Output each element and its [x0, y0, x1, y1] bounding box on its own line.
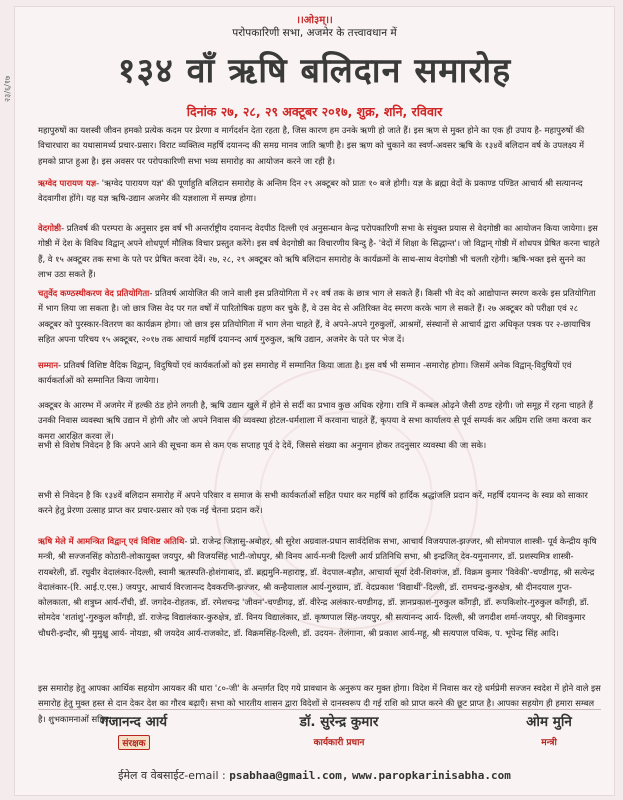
signatory-2	[264, 712, 414, 748]
donation-paragraph: इस समारोह हेतु आपका आर्थिक सहयोग आयकर की धारा '८०-जी' के अन्तर्गत दिए गये प्रावधान के अनुरूप कर मुक्त होगा। विदेश में निवास कर रहे धर्मप्रेमी सज्जन स्वदेश में होने वाले इस समारोह हेतु मुक्त हस्त से दान देकर देश का गौरव बढ़ाएँ। सभा को भारतीय शासन द्वारा विदेशों से दानस्वरूप दी गई राशि को प्राप्त करने की छूट प्राप्त है। आपका सहयोग ही हमारा सम्बल है। शुभकामनाओं सहित।	[38, 683, 601, 724]
signatory-role: मन्त्री	[541, 738, 557, 748]
competition-paragraph	[38, 286, 601, 347]
yajna-paragraph	[38, 176, 601, 207]
honour-heading: सम्मान	[38, 360, 58, 370]
email-link[interactable]: psabhaa@gmail.com,	[229, 769, 349, 782]
weather-paragraph: अक्टूबर के आरम्भ में अजमेर में हल्की ठंड होने लगती है, ऋषि उद्यान खुले में होने से सर्दी का प्रभाव कुछ अधिक रहेगा। रात्रि में कम्बल ओढ़ने जैसी ठण्ड रहेगी। जो समूह में रहना चाहते हैं उनकी निवास व्यवस्था ऋषि उद्यान में होगी और जो अपने निवास की व्यवस्था होटल-धर्मशाला में करवाना चाहते हैं, कृपया वे सभा कार्यालय से पूर्व सम्पर्क कर अग्रिम राशि जमा करवा कर कमरा आरक्षित करवा लें।	[38, 400, 593, 441]
organization-line: परोपकारिणी सभा, अजमेर के तत्त्वावधान में	[232, 27, 397, 39]
event-dates: दिनांक २७, २८, २९ अक्टूबर २०१७, शुक्र, शनि, रविवार	[186, 104, 443, 119]
contact-line	[14, 768, 615, 783]
invitation-paragraph: सभी से निवेदन है कि १३४वें बलिदान समारोह में अपने परिवार व समाज के सभी कार्यकर्ताओं सहित पधार कर महर्षि को हार्दिक श्रद्धांजलि प्रदान करें, महर्षि दयानन्द के स्वप्न को साकार करने हेतु प्रेरणा उत्साह प्राप्त कर प्रचार-प्रसार को एक नई चेतना प्रदान करें।	[38, 490, 588, 516]
request-paragraph: सभी से विशेष निवेदन है कि अपने आने की सूचना कम से कम एक सप्ताह पूर्व दे देवें, जिससे संख्या का अनुमान होकर तदनुसार व्यवस्था की जा सके।	[38, 440, 487, 450]
intro-paragraph: महापुरुषों का यशस्वी जीवन हमको प्रत्येक कदम पर प्रेरणा व मार्गदर्शन देता रहता है, जिस कारण हम उनके ऋणी हो जाते हैं। इस ऋण से मुक्त होने का एक ही उपाय है- महापुरुषों की विचारधारा का यथासामर्थ्य प्रचार-प्रसार। विराट व्यक्तित्व महर्षि दयानन्द की समग्र मानव जाति ऋणी है। इस ऋण को चुकाने का स्वर्ण-अवसर ऋषि के १३४वें बलिदान वर्ष के उपलक्ष्य में हमको प्राप्त हुआ है। इस अवसर पर परोपकारिणी सभा भव्य समारोह का आयोजन करने जा रही है।	[38, 125, 585, 166]
signatory-role: संरक्षक	[118, 735, 149, 750]
yajna-heading: ऋग्वेद पारायण यज्ञ	[38, 178, 97, 188]
signatory-name: गजानन्द आर्य	[100, 714, 168, 730]
signatory-1	[54, 712, 214, 750]
guests-paragraph	[38, 534, 601, 641]
vedgoshthi-paragraph	[38, 221, 601, 282]
footer-divider	[38, 709, 601, 710]
signatory-role: कार्यकारी प्रधान	[313, 738, 365, 748]
honour-text: - प्रतिवर्ष विशिष्ट वैदिक विद्वान्, विदुषियों एवं कार्यकर्ताओं को इस समारोह में सम्मानित किया जाता है। इस वर्ष भी सम्मान -समारोह होगा। जिसमें अनेक विद्वान्-विदुषियों एवं कार्यकर्ताओं को सम्मानित किया जायेगा।	[38, 360, 572, 386]
website-link[interactable]: www.paropkarinisabha.com	[351, 769, 511, 782]
competition-text: - प्रतिवर्ष आयोजित की जाने वाली इस प्रतियोगिता में २१ वर्ष तक के छात्र भाग ले सकते हैं। किसी भी वेद को आद्योपान्त स्मरण करके इस प्रतियोगिता में भाग लिया जा सकता है। जो छात्र जिस वेद पर गत वर्षों में पारितोषिक ग्रहण कर चुके हैं, वे उस वेद से अतिरिक्त वेद स्मरण करके भाग ले सकते हैं। २७ अक्टूबर को परीक्षा एवं २८ अक्टूबर को पुरस्कार-वितरण का कार्यक्रम होगा। जो छात्र इस प्रतियोगिता में भाग लेना चाहते हैं, वे अपने-अपने गुरुकुलों, आश्रमों, संस्थानों से आचार्य द्वारा अधिकृत पत्रक पर २-छायाचित्र सहित अपना परिचय १५ अक्टूबर, २०१७ तक आचार्य महर्षि दयानन्द आर्ष गुरुकुल, ऋषि उद्यान, अजमेर के पते पर भेज दें।	[38, 288, 596, 344]
handwritten-margin-note: २३/६/१७	[3, 75, 12, 102]
page-title: १३४ वाँ ऋषि बलिदान समारोह	[117, 51, 512, 91]
om-heading: ।।ओ३म्।।	[296, 15, 333, 26]
guests-heading: ऋषि मेले में आमन्त्रित विद्वान् एवं विशिष्ट अतिथि	[38, 536, 185, 546]
guests-text: - प्रो. राजेन्द्र जिज्ञासु-अबोहर, श्री सुरेश अग्रवाल-प्रधान सार्वदेशिक सभा, आचार्य विजयपाल-झज्जर, श्री सोमपाल शास्त्री- पूर्व केन्द्रीय कृषि मन्त्री, श्री सज्जनसिंह कोठारी-लोकायुक्त जयपुर, श्री विजयसिंह भाटी-जोधपुर, श्री विनय आर्य-मन्त्री दिल्ली आर्य प्रतिनिधि सभा, श्री इन्द्रजित् देव-यमुनानगर, डॉ. प्रशस्यमित्र शास्त्री-रायबरेली, डॉ. रघुवीर वेदालंकार-दिल्ली, स्वामी ऋतस्पति-होशंगाबाद, डॉ. ब्रह्ममुनि-महाराष्ट्र, डॉ. वेदपाल-बड़ौत, आचार्या सूर्या देवी-शिवगंज, डॉ. विक्रम कुमार 'विवेकी'-चण्डीगढ़, श्री सत्येन्द्र वेदालंकार-(रि. आई.ए.एस.) जयपुर, आचार्य विरजानन्द दैवकरणि-झज्जर, श्री कन्हैयालाल आर्य-गुरुग्राम, डॉ. वेदप्रकाश 'विद्यार्थी'-दिल्ली, डॉ. रामचन्द्र-कुरुक्षेत्र, श्री दीनदयाल गुप्त-कोलकाता, श्री शत्रुघ्न आर्य-राँची, डॉ. जगदेव-रोहतक, डॉ. रमेशचन्द्र 'जीवन'-चण्डीगढ़, डॉ. वीरेन्द्र अलंकार-चण्डीगढ़, डॉ. ज्ञानप्रकाश-गुरुकुल काँगड़ी, डॉ. रूपकिशोर-गुरुकुल काँगड़ी, डॉ. सोमदेव 'शतांशु'-गुरुकुल काँगड़ी, डॉ. राजेन्द्र विद्यालंकार-कुरुक्षेत्र, डॉ. विनय विद्यालंकार, डॉ. कृष्णपाल सिंह-जयपुर, श्री सत्यानन्द आर्य- दिल्ली, श्री जगदीश शर्मा-जयपुर, श्री शिवकुमार चौधरी-इन्दौर, श्री मुमुक्षु आर्य- नोयडा, श्री जयदेव आर्य-राजकोट, डॉ. विक्रमसिंह-दिल्ली, डॉ. उदयन- तेलंगाना, श्री प्रकाश आर्य-महू, श्री सत्यपाल पथिक, प. भूपेन्द्र सिंह आदि।	[38, 536, 597, 638]
contact-label: ईमेल व वेबसाईट-email :	[118, 769, 226, 782]
honour-paragraph	[38, 358, 601, 389]
vedgoshthi-text: - प्रतिवर्ष की परम्परा के अनुसार इस वर्ष भी अन्तर्राष्ट्रीय दयानन्द वेदपीठ दिल्ली एवं अनुसन्धान केन्द्र परोपकारिणी सभा के संयुक्त प्रयास से वेदगोष्ठी का आयोजन किया जायेगा। इस गोष्ठी में देश के विविध विद्वान् अपने शोधपूर्ण मौलिक विचार प्रस्तुत करेंगे। इस वर्ष वेदगोष्ठी का विचारणीय बिन्दु है- 'वेदों में शिक्षा के सिद्धान्त'। जो विद्वान् गोष्ठी में शोधपत्र प्रेषित करना चाहते हैं, वे १५ अक्टूबर तक सभा के पते पर प्रेषित करवा देवें। २७, २८, २९ अक्टूबर को ऋषि बलिदान समारोह के कार्यक्रमों के साथ-साथ वेदगोष्ठी भी चलती रहेगी। ऋषि-भक्त इसे सुनने का लाभ उठा सकते हैं।	[38, 223, 600, 279]
yajna-text: - 'ऋग्वेद पारायण यज्ञ' की पूर्णाहुति बलिदान समारोह के अन्तिम दिन २९ अक्टूबर को प्रातः १० बजे होगी। यज्ञ के ब्रह्मा वेदों के प्रकाण्ड पण्डित आचार्य श्री सत्यानन्द वेदवागीश होंगे। यह यज्ञ ऋषि-उद्यान अजमेर की यज्ञशाला में सम्पन्न होगा।	[38, 178, 583, 204]
signatory-name: ओम मुनि	[526, 714, 572, 730]
pamphlet-page	[14, 6, 615, 796]
signatory-3	[494, 712, 604, 748]
vedgoshthi-heading: वेदगोष्ठी	[38, 223, 62, 233]
signatory-name: डॉ. सुरेन्द्र कुमार	[299, 714, 379, 730]
competition-heading: चतुर्वेद कण्ठस्थीकरण वेद प्रतियोगिता	[38, 288, 150, 298]
